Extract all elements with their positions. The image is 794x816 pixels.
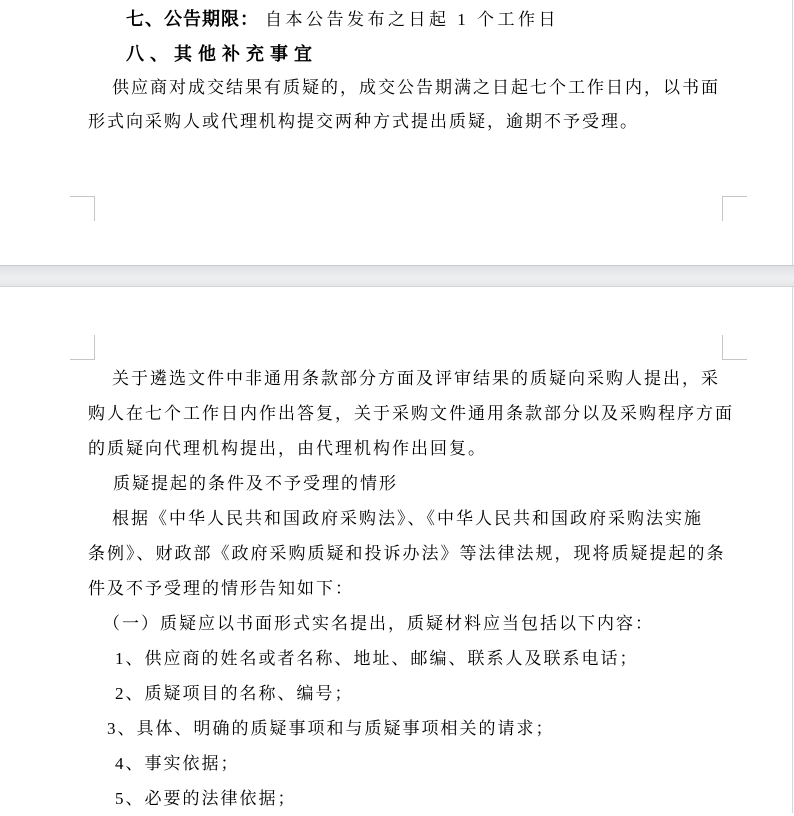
margin-mark-page1-bottom-right	[722, 196, 747, 221]
page-2[interactable]	[0, 287, 794, 813]
page-1[interactable]	[0, 0, 794, 265]
page-2-text-column	[88, 361, 750, 816]
page-right-edge	[792, 0, 793, 813]
list-item-line: 3、具体、明确的质疑事项和与质疑事项相关的请求；	[107, 719, 555, 738]
heading-section-7-value: 自本公告发布之日起 1 个工作日	[265, 10, 559, 29]
margin-mark-page1-bottom-left	[70, 196, 95, 221]
paragraph-line: 的质疑向代理机构提出，由代理机构作出回复。	[88, 439, 487, 458]
list-item-line: 5、必要的法律依据；	[115, 789, 297, 808]
list-item-line: 4、事实依据；	[115, 754, 240, 773]
page-gap	[0, 265, 794, 287]
page-1-text-column	[88, 2, 750, 139]
margin-mark-page2-top-left	[70, 335, 95, 360]
paragraph-line: 购人在七个工作日内作出答复，关于采购文件通用条款部分以及采购程序方面	[88, 404, 734, 423]
paragraph-line: 关于遴选文件中非通用条款部分方面及评审结果的质疑向采购人提出，采	[112, 369, 720, 388]
list-item-line: 1、供应商的姓名或者名称、地址、邮编、联系人及联系电话；	[115, 649, 639, 668]
paragraph-line: 条例》、财政部《政府采购质疑和投诉办法》等法律法规，现将质疑提起的条	[88, 544, 726, 563]
heading-section-8: 八、其他补充事宜	[126, 44, 318, 64]
heading-section-7-label: 七、公告期限：	[126, 9, 259, 29]
paragraph-line: 根据《中华人民共和国政府采购法》、《中华人民共和国政府采购法实施	[112, 509, 703, 528]
subheading-line: 质疑提起的条件及不予受理的情形	[113, 474, 398, 493]
paragraph-line: 供应商对成交结果有质疑的，成交公告期满之日起七个工作日内，以书面	[112, 78, 720, 97]
margin-mark-page2-top-right	[722, 335, 747, 360]
list-item-line: 2、质疑项目的名称、编号；	[115, 684, 354, 703]
paragraph-line: 形式向采购人或代理机构提交两种方式提出质疑，逾期不予受理。	[88, 112, 639, 131]
paragraph-line: 件及不予受理的情形告知如下：	[88, 579, 354, 598]
heading-section-7	[88, 2, 750, 37]
clause-intro-line: （一）质疑应以书面形式实名提出，质疑材料应当包括以下内容：	[103, 614, 654, 633]
